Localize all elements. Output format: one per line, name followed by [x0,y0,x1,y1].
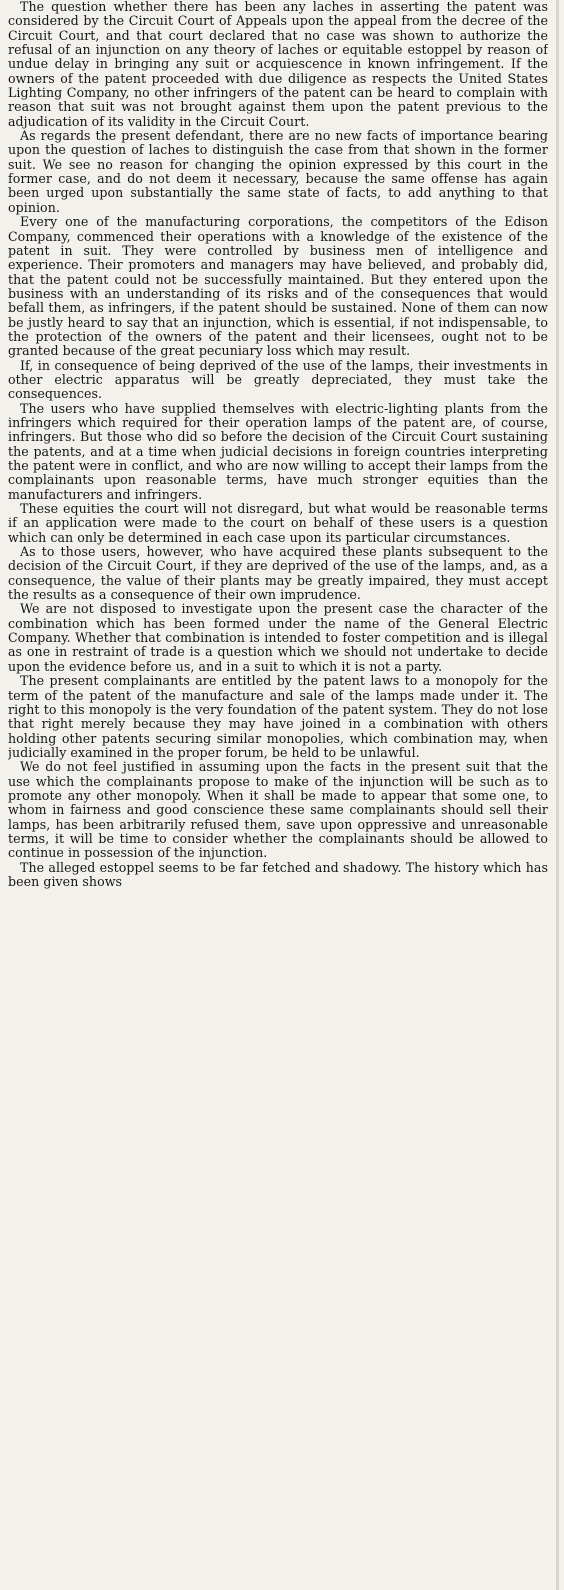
paragraph-estoppel: The alleged estoppel seems to be far fetched and shadowy. The history which has been given shows [8,859,548,889]
paragraph-general-electric: We are not disposed to investigate upon the present case the character of the combination which has been formed under the name of the General Electric Company. Whether that combination is intended to foster competition and is illegal as one in restraint of trade is a question which we should not undertake to decide upon the evidence before us, and in a suit to which it is not a party. [8,601,548,674]
paragraph-subsequent-users: As to those users, however, who have acquired these plants subsequent to the decision of the Circuit Court, if they are deprived of the use of the lamps, and, as a consequence, the value of their plants may be greatly impaired, they must accept the results as a consequence of their own imprudence. [8,544,548,603]
newspaper-column [8,0,548,1590]
paragraph-deprived-of-lamps: If, in consequence of being deprived of the use of the lamps, their investments in other electric apparatus will be greatly depreciated, they must take the consequences. [8,357,548,402]
paragraph-users-infringers: The users who have supplied themselves with electric-lighting plants from the infringers which required for their operation lamps of the patent are, of course, infringers. But those who did so before the decision of the Circuit Court sustaining the patents, and at a time when judicial decisions in foreign countries interpreting the patent were in conflict, and who are now willing to accept their lamps from the complainants upon reasonable terms, have much stronger equities than the manufacturers and infringers. [8,400,548,502]
paragraph-equities: These equities the court will not disregard, but what would be reasonable terms if an application were made to the court on behalf of these users is a question which can only be determined in each case upon its particular circumstances. [8,501,548,545]
paragraph-injunction-use: We do not feel justified in assuming upon the facts in the present suit that the use which the complainants propose to make of the injunction will be such as to promote any other monopoly. When it shall be made to appear that some one, to whom in fairness and good conscience these same complainants should sell their lamps, has been arbitrarily refused them, save upon oppressive and unreasonable terms, it will be time to consider whether the complainants should be allowed to continue in possession of the injunction. [8,759,548,861]
page-edge-shadow [556,0,559,1590]
paragraph-manufacturing-corporations: Every one of the manufacturing corporations, the competitors of the Edison Company, commenced their operations with a knowledge of the existence of the patent in suit. They were controlled by business men of intelligence and experience. Their promoters and managers may have believed, and probably did, that the patent could not be successfully maintained. But they entered upon the business with an understanding of its risks and of the consequences that would befall them, as infringers, if the patent should be sustained. None of them can now be justly heard to say that an injunction, which is essential, if not indispensable, to the protection of the owners of the patent and their licensees, ought not to be granted because of the great pecuniary loss which may result. [8,214,548,359]
paragraph-monopoly: The present complainants are entitled by the patent laws to a monopoly for the term of the patent of the manufacture and sale of the lamps made under it. The right to this monopoly is the very foundation of the patent system. They do not lose that right merely because they may have joined in a combination with others holding other patents securing similar monopolies, which combination may, when judicially examined in the proper forum, be held to be unlawful. [8,673,548,760]
paragraph-laches: The question whether there has been any laches in asserting the patent was considered by the Circuit Court of Appeals upon the appeal from the decree of the Circuit Court, and that court declared that no case was shown to authorize the refusal of an injunction on any theory of laches or equitable estoppel by reason of undue delay in bringing any suit or acquiescence in known infringement. If the owners of the patent proceeded with due diligence as respects the United States Lighting Company, no other infringers of the patent can be heard to complain with reason that suit was not brought against them upon the patent previous to the adjudication of its validity in the Circuit Court. [8,0,548,129]
paragraph-present-defendant: As regards the present defendant, there are no new facts of importance bearing upon the question of laches to distinguish the case from that shown in the former suit. We see no reason for changing the opinion expressed by this court in the former case, and do not deem it necessary, because the same offense has again been urged upon substantially the same state of facts, to add anything to that opinion. [8,128,548,215]
